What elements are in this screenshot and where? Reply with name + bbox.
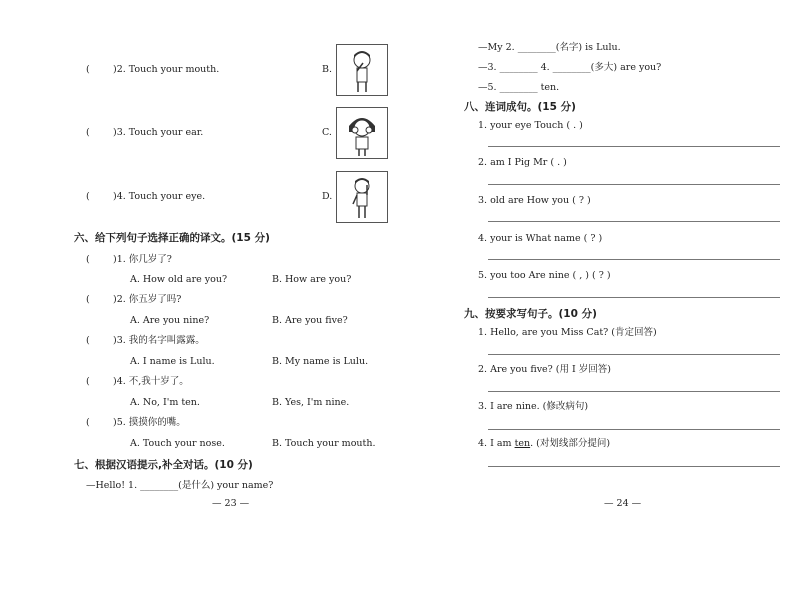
s9-item-4	[478, 438, 610, 450]
match-item-2: )2. Touch your mouth.	[113, 64, 220, 75]
answer-line	[488, 297, 780, 298]
answer-line	[488, 466, 780, 467]
answer-line	[488, 354, 780, 355]
s7-dialogue-line-1: —Hello! 1. ________(是什么) your name?	[86, 480, 274, 491]
s9-item-2: 2. Are you five? (用 I 岁回答)	[478, 364, 611, 375]
s9-item-1: 1. Hello, are you Miss Cat? (肯定回答)	[478, 327, 657, 338]
child-hands-on-face-icon	[336, 107, 388, 159]
child-pointing-mouth-icon	[336, 44, 388, 96]
answer-paren: (	[86, 64, 90, 75]
s6-q4-option-a: A. No, I'm ten.	[130, 397, 200, 408]
s9-item-4-underlined: ten	[514, 438, 531, 449]
option-letter-c: C.	[322, 127, 332, 138]
answer-line	[488, 259, 780, 260]
s6-q3-option-a: A. I name is Lulu.	[130, 356, 215, 367]
answer-paren: (	[86, 254, 90, 265]
s6-q5-option-b: B. Touch your mouth.	[272, 438, 376, 449]
answer-paren: (	[86, 127, 90, 138]
s9-item-4-pre: 4. I am	[478, 438, 515, 449]
s7-dialogue-line-3: —3. ________ 4. ________(多大) are you?	[478, 62, 662, 73]
s8-item-4: 4. your is What name ( ? )	[478, 233, 603, 244]
s8-item-1: 1. your eye Touch ( . )	[478, 120, 583, 131]
answer-paren: (	[86, 335, 90, 346]
s9-item-4-post: . (对划线部分提问)	[530, 438, 611, 449]
s6-q1-option-b: B. How are you?	[272, 274, 352, 285]
match-item-4: )4. Touch your eye.	[113, 191, 206, 202]
answer-line	[488, 429, 780, 430]
s6-q5: )5. 摸摸你的嘴。	[113, 417, 186, 428]
section-8-title: 八、连词成句。(15 分)	[464, 101, 576, 113]
s8-item-5: 5. you too Are nine ( , ) ( ? )	[478, 270, 611, 281]
match-item-3: )3. Touch your ear.	[113, 127, 204, 138]
answer-paren: (	[86, 191, 90, 202]
section-7-title: 七、根据汉语提示,补全对话。(10 分)	[74, 459, 253, 471]
answer-paren: (	[86, 376, 90, 387]
option-letter-b: B.	[322, 64, 333, 75]
s7-dialogue-line-2: —My 2. ________(名字) is Lulu.	[478, 42, 621, 53]
answer-paren: (	[86, 294, 90, 305]
s9-item-3: 3. I are nine. (修改病句)	[478, 401, 589, 412]
page-number: — 23 —	[212, 498, 250, 509]
answer-line	[488, 221, 780, 222]
s7-dialogue-line-4: —5. ________ ten.	[478, 82, 560, 93]
s6-q2-option-b: B. Are you five?	[272, 315, 348, 326]
section-6-title: 六、给下列句子选择正确的译文。(15 分)	[74, 232, 270, 244]
option-letter-d: D.	[322, 191, 333, 202]
child-touching-eye-icon	[336, 171, 388, 223]
s8-item-3: 3. old are How you ( ? )	[478, 195, 591, 206]
answer-line	[488, 391, 780, 392]
s8-item-2: 2. am I Pig Mr ( . )	[478, 157, 567, 168]
s6-q5-option-a: A. Touch your nose.	[130, 438, 225, 449]
s6-q1-option-a: A. How old are you?	[130, 274, 228, 285]
s6-q3-option-b: B. My name is Lulu.	[272, 356, 369, 367]
s6-q1: )1. 你几岁了?	[113, 254, 172, 265]
s6-q2: )2. 你五岁了吗?	[113, 294, 182, 305]
s6-q3: )3. 我的名字叫露露。	[113, 335, 205, 346]
s6-q2-option-a: A. Are you nine?	[130, 315, 210, 326]
s6-q4-option-b: B. Yes, I'm nine.	[272, 397, 350, 408]
answer-line	[488, 146, 780, 147]
answer-paren: (	[86, 417, 90, 428]
section-9-title: 九、按要求写句子。(10 分)	[464, 308, 597, 320]
page-number: — 24 —	[604, 498, 642, 509]
s6-q4: )4. 不,我十岁了。	[113, 376, 189, 387]
answer-line	[488, 184, 780, 185]
